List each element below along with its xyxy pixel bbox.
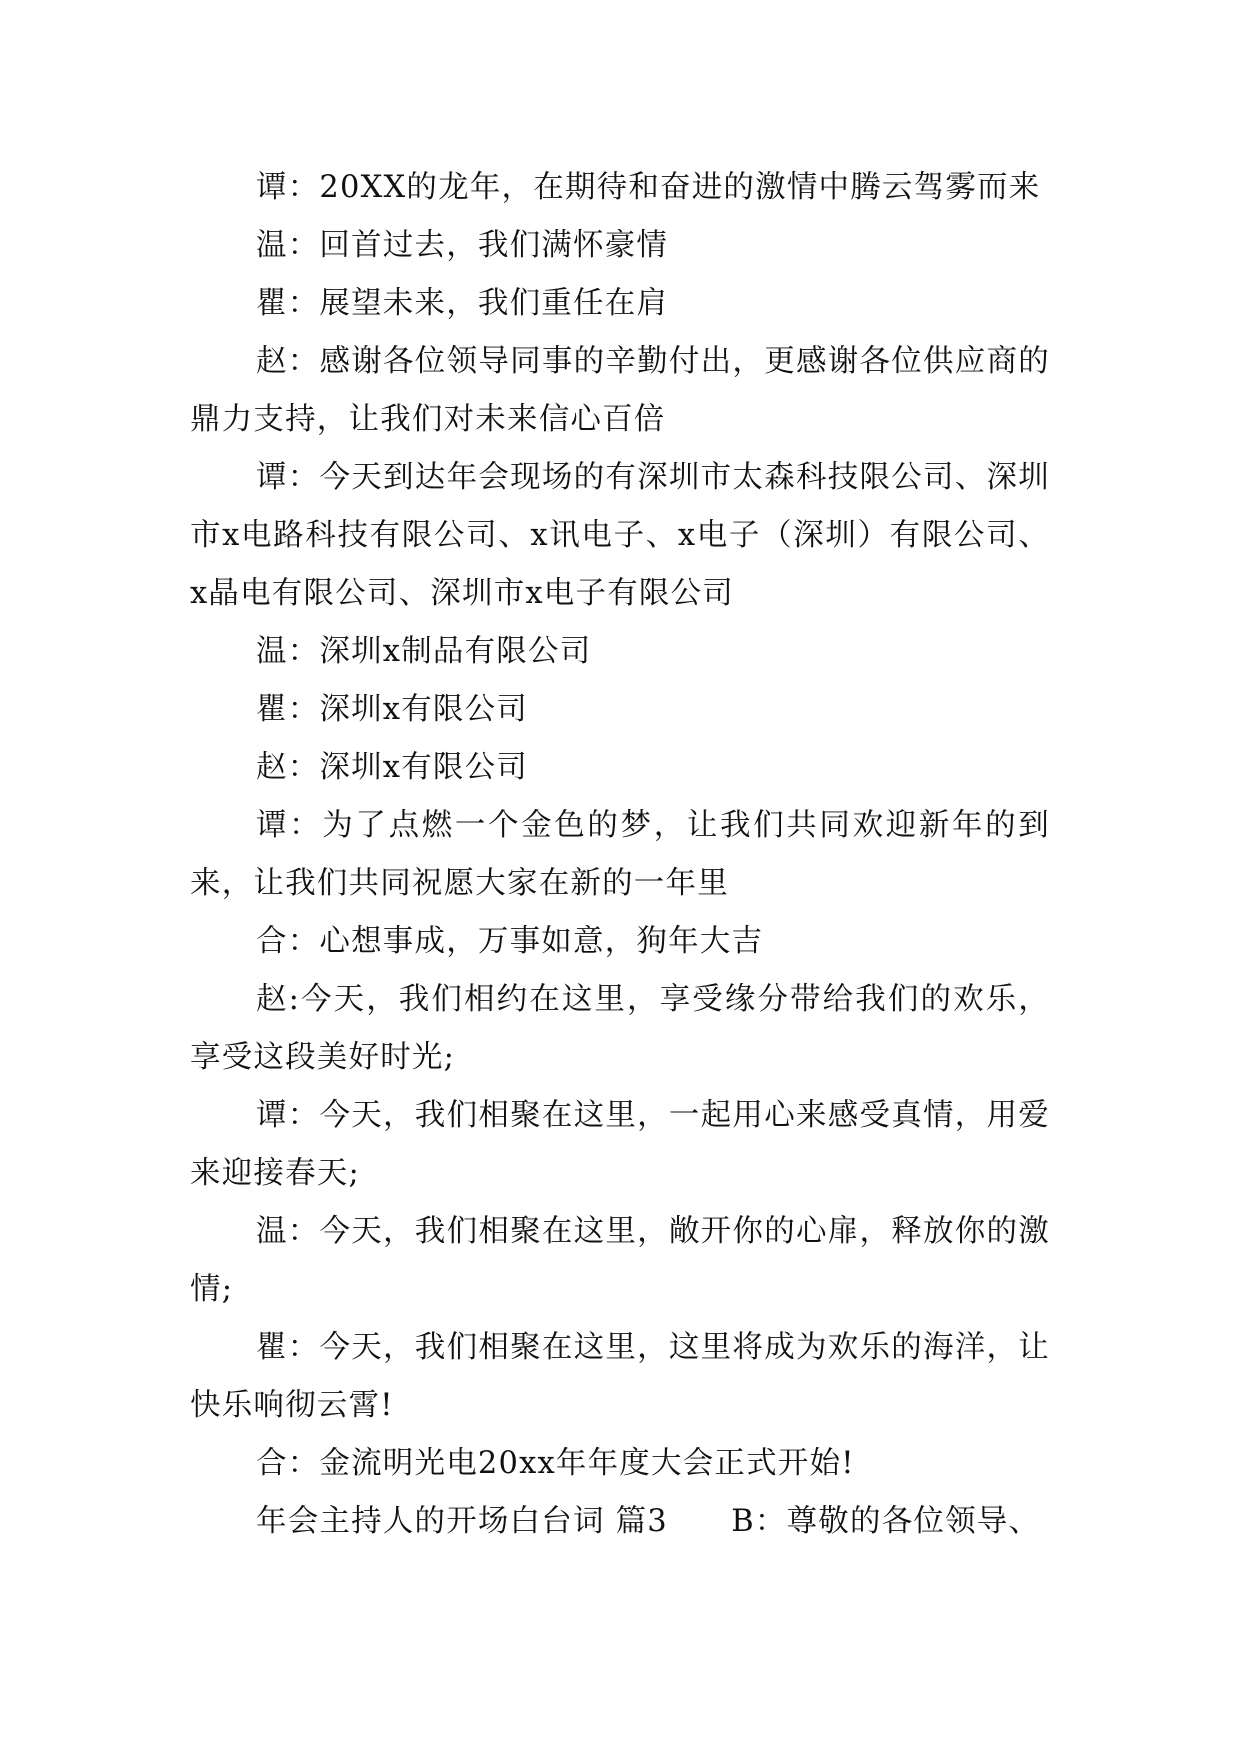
paragraph-2: 温：回首过去，我们满怀豪情 bbox=[256, 228, 669, 263]
paragraph-9: 谭：为了点燃一个金色的梦，让我们共同欢迎新年的到来，让我们共同祝愿大家在新的一年里 bbox=[190, 808, 1050, 901]
paragraph-5: 谭：今天到达年会现场的有深圳市太森科技限公司、深圳市x电路科技有限公司、x讯电子、x电子（深圳）有限公司、x晶电有限公司、深圳市x电子有限公司 bbox=[190, 460, 1050, 611]
paragraph-4: 赵：感谢各位领导同事的辛勤付出，更感谢各位供应商的鼎力支持，让我们对未来信心百倍 bbox=[190, 344, 1050, 437]
paragraph-12: 谭：今天，我们相聚在这里，一起用心来感受真情，用爱来迎接春天; bbox=[190, 1098, 1050, 1191]
paragraph-7: 瞿：深圳x有限公司 bbox=[256, 692, 529, 727]
paragraph-11: 赵:今天，我们相约在这里，享受缘分带给我们的欢乐，享受这段美好时光; bbox=[190, 982, 1050, 1075]
paragraph-3: 瞿：展望未来，我们重任在肩 bbox=[256, 286, 669, 321]
paragraph-6: 温：深圳x制品有限公司 bbox=[256, 634, 592, 669]
paragraph-8: 赵：深圳x有限公司 bbox=[256, 750, 529, 785]
paragraph-13: 温：今天，我们相聚在这里，敞开你的心扉，释放你的激情; bbox=[190, 1214, 1050, 1307]
paragraph-15: 合：金流明光电20xx年年度大会正式开始! bbox=[256, 1446, 855, 1481]
paragraph-10: 合：心想事成，万事如意，狗年大吉 bbox=[256, 924, 764, 959]
paragraph-14: 瞿：今天，我们相聚在这里，这里将成为欢乐的海洋，让快乐响彻云霄! bbox=[190, 1330, 1050, 1423]
paragraph-1: 谭：20XX的龙年，在期待和奋进的激情中腾云驾雾而来 bbox=[256, 170, 1041, 205]
document-body bbox=[190, 159, 1050, 1551]
paragraph-16: 年会主持人的开场白台词 篇3 B：尊敬的各位领导、 bbox=[256, 1504, 1041, 1539]
